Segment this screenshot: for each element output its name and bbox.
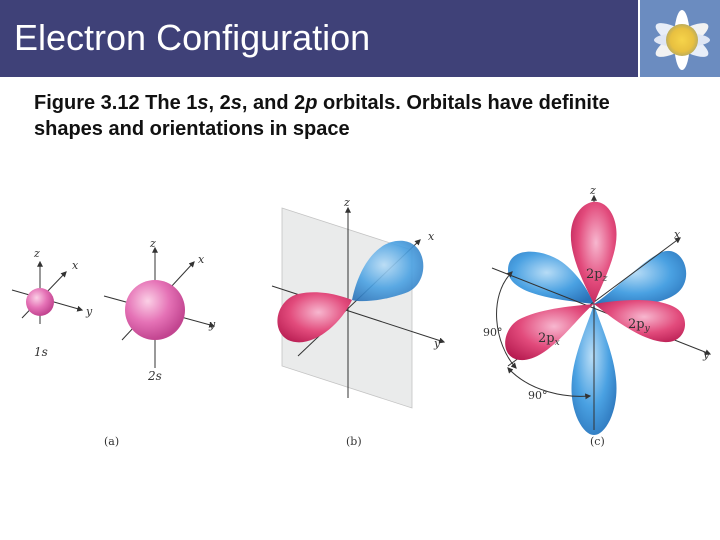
orbital-1s-sphere <box>26 288 54 316</box>
panel-a-label: (a) <box>104 435 120 448</box>
axis-y-label: y <box>434 337 441 350</box>
axis-y-label: y <box>86 305 93 318</box>
orbital-2s-sphere <box>125 280 185 340</box>
axis-x-label: x <box>72 259 79 272</box>
orbitals-figure <box>0 175 720 465</box>
axis-z-label: z <box>150 237 156 250</box>
axis-y-label: y <box>703 348 710 361</box>
orbitals-2p-xyz-diagram <box>483 184 710 435</box>
panel-c-label: (c) <box>590 435 605 448</box>
figure-caption: Figure 3.12 The 1s, 2s, and 2p orbitals. Orbitals have definite shapes and orientations in space <box>34 92 610 140</box>
axis-z-label: z <box>590 184 596 197</box>
orbital-2px-label: $2p_x$ <box>538 331 560 348</box>
flower-photo <box>640 0 720 77</box>
panel-b-label: (b) <box>346 435 362 448</box>
orbital-1s-label: 1s <box>34 345 48 359</box>
axis-y-label: y <box>209 318 216 331</box>
orbital-2py-label: $2p_y$ <box>628 317 650 334</box>
axis-z-label: z <box>34 247 40 260</box>
angle-90-label-2: 90° <box>528 389 548 402</box>
slide-title: Electron Configuration <box>14 17 371 58</box>
title-bar <box>0 0 638 77</box>
orbital-1s-diagram <box>12 247 93 359</box>
orbital-2s-diagram <box>104 237 216 383</box>
axis-x-label: x <box>428 230 435 243</box>
orbital-2p-diagram <box>272 196 444 408</box>
angle-90-label-1: 90° <box>483 326 503 339</box>
axis-x-label: x <box>674 228 681 241</box>
orbital-2pz-label: $2p_z$ <box>586 267 608 284</box>
axis-z-label: z <box>344 196 350 209</box>
orbital-2s-label: 2s <box>148 369 162 383</box>
axis-x-label: x <box>198 253 205 266</box>
